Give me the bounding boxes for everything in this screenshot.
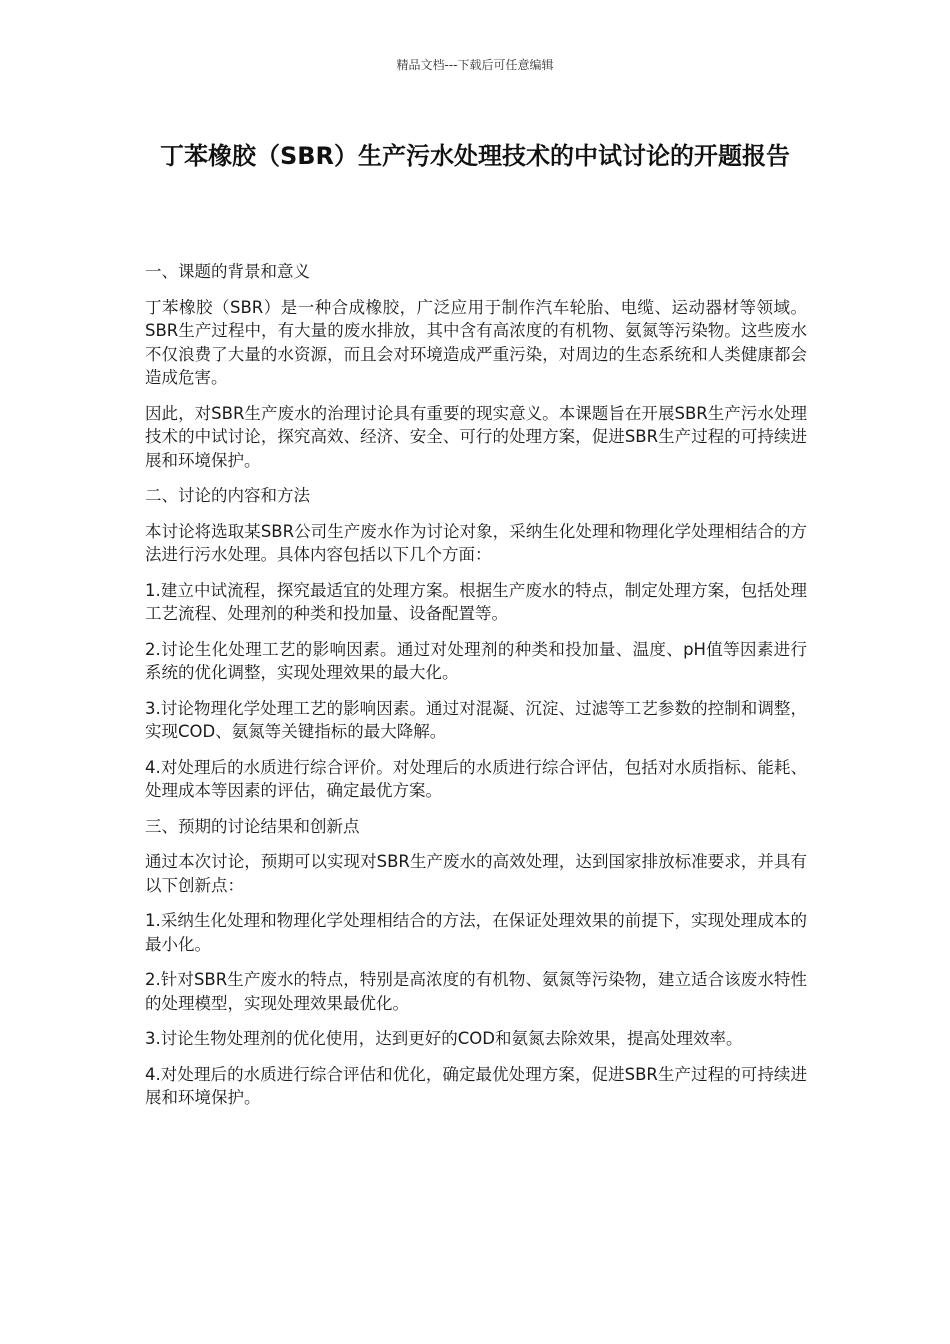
document-title: 丁苯橡胶（SBR）生产污水处理技术的中试讨论的开题报告 xyxy=(159,142,791,170)
paragraph: 丁苯橡胶（SBR）是一种合成橡胶，广泛应用于制作汽车轮胎、电缆、运动器材等领域。SBR生产过程中，有大量的废水排放，其中含有高浓度的有机物、氨氮等污染物。这些废水不仅浪费了大量的水资源，而且会对环境造成严重污染，对周边的生态系统和人类健康都会造成危害。 xyxy=(145,297,807,387)
section-heading-content-methods: 二、讨论的内容和方法 xyxy=(145,486,310,505)
paragraph: 通过本次讨论，预期可以实现对SBR生产废水的高效处理，达到国家排放标准要求，并具有以下创新点： xyxy=(145,852,807,895)
section-heading-expected-results: 三、预期的讨论结果和创新点 xyxy=(145,816,360,836)
list-item: 4.对处理后的水质进行综合评估和优化，确定最优处理方案，促进SBR生产过程的可持续进展和环境保护。 xyxy=(145,1064,807,1107)
paragraph: 本讨论将选取某SBR公司生产废水作为讨论对象，采纳生化处理和物理化学处理相结合的方法进行污水处理。具体内容包括以下几个方面： xyxy=(145,521,807,564)
paragraph: 因此，对SBR生产废水的治理讨论具有重要的现实意义。本课题旨在开展SBR生产污水处理技术的中试讨论，探究高效、经济、安全、可行的处理方案，促进SBR生产过程的可持续进展和环境保护。 xyxy=(145,403,807,470)
list-item: 2.针对SBR生产废水的特点，特别是高浓度的有机物、氨氮等污染物，建立适合该废水特性的处理模型，实现处理效果最优化。 xyxy=(145,970,807,1013)
list-item: 2.讨论生化处理工艺的影响因素。通过对处理剂的种类和投加量、温度、pH值等因素进行系统的优化调整，实现处理效果的最大化。 xyxy=(145,639,807,682)
list-item: 4.对处理后的水质进行综合评价。对处理后的水质进行综合评估，包括对水质指标、能耗、处理成本等因素的评估，确定最优方案。 xyxy=(145,757,807,800)
list-item: 3.讨论物理化学处理工艺的影响因素。通过对混凝、沉淀、过滤等工艺参数的控制和调整，实现COD、氨氮等关键指标的最大降解。 xyxy=(145,698,807,741)
list-item: 3.讨论生物处理剂的优化使用，达到更好的COD和氨氮去除效果，提高处理效率。 xyxy=(145,1029,743,1048)
section-heading-background: 一、课题的背景和意义 xyxy=(145,262,310,281)
list-item: 1.建立中试流程，探究最适宜的处理方案。根据生产废水的特点，制定处理方案，包括处理工艺流程、处理剂的种类和投加量、设备配置等。 xyxy=(145,580,807,623)
page-header-note: 精品文档---下载后可任意编辑 xyxy=(396,58,554,72)
document-body xyxy=(145,260,807,1122)
list-item: 1.采纳生化处理和物理化学处理相结合的方法，在保证处理效果的前提下，实现处理成本的最小化。 xyxy=(145,911,807,954)
